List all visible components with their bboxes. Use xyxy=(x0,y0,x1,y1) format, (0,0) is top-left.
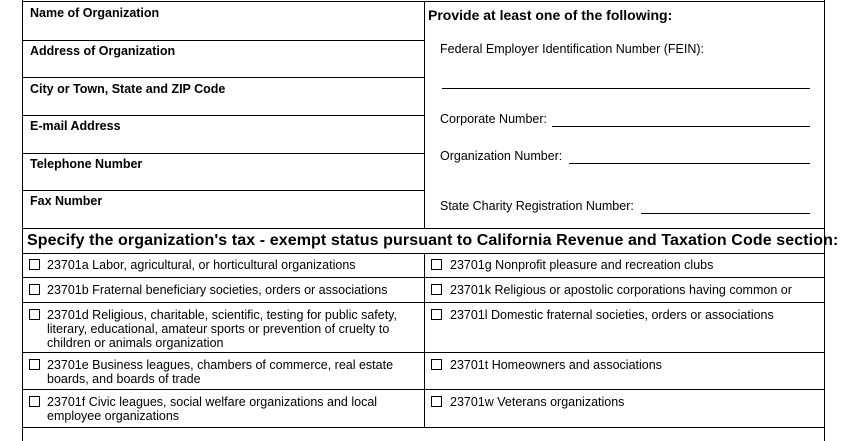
fein-label: Federal Employer Identification Number (FEIN): xyxy=(440,42,704,56)
corporate-number-input[interactable] xyxy=(552,126,810,127)
checkbox-23701w[interactable] xyxy=(431,396,442,407)
option-divider xyxy=(22,352,825,353)
checkbox-23701f[interactable] xyxy=(29,396,40,407)
organization-number-input[interactable] xyxy=(569,163,810,164)
field-divider xyxy=(22,40,424,41)
option-23701k: 23701k Religious or apostolic corporations having common or xyxy=(450,283,792,297)
corporate-number-label: Corporate Number: xyxy=(440,112,547,126)
option-23701a: 23701a Labor, agricultural, or horticultural organizations xyxy=(47,258,356,272)
option-23701e: 23701e Business leagues, chambers of commerce, real estate boards, and boards of trade xyxy=(47,358,394,386)
email-label: E-mail Address xyxy=(30,119,121,133)
option-divider xyxy=(22,302,825,303)
option-23701d: 23701d Religious, charitable, scientific, testing for public safety, literary, educational, amateur sports or prevention of cruelty to children or animals organization xyxy=(47,308,397,350)
tax-status-heading: Specify the organization's tax - exempt status pursuant to California Revenue and Taxation Code section: xyxy=(27,232,839,249)
section-divider xyxy=(22,228,825,229)
fax-label: Fax Number xyxy=(30,194,103,208)
org-address-label: Address of Organization xyxy=(30,44,176,58)
state-charity-input[interactable] xyxy=(641,213,810,214)
option-divider xyxy=(22,389,825,390)
field-divider xyxy=(22,153,424,154)
city-state-zip-label: City or Town, State and ZIP Code xyxy=(30,82,226,96)
checkbox-23701g[interactable] xyxy=(431,259,442,270)
fein-input[interactable] xyxy=(442,88,810,89)
organization-number-label: Organization Number: xyxy=(440,149,563,163)
option-23701w: 23701w Veterans organizations xyxy=(450,395,625,409)
checkbox-23701t[interactable] xyxy=(431,359,442,370)
upper-column-divider xyxy=(424,1,425,228)
checkbox-23701b[interactable] xyxy=(29,284,40,295)
identifiers-heading: Provide at least one of the following: xyxy=(428,7,673,23)
field-divider xyxy=(22,190,424,191)
field-divider xyxy=(22,77,424,78)
option-23701f: 23701f Civic leagues, social welfare organizations and local employee organizations xyxy=(47,395,378,423)
option-23701l: 23701l Domestic fraternal societies, orders or associations xyxy=(450,308,774,322)
field-divider xyxy=(22,115,424,116)
checkbox-23701a[interactable] xyxy=(29,259,40,270)
checkbox-23701k[interactable] xyxy=(431,284,442,295)
option-23701b: 23701b Fraternal beneficiary societies, orders or associations xyxy=(47,283,388,297)
state-charity-label: State Charity Registration Number: xyxy=(440,199,634,213)
option-divider xyxy=(22,277,825,278)
option-23701g: 23701g Nonprofit pleasure and recreation clubs xyxy=(450,258,714,272)
options-column-divider xyxy=(424,253,425,427)
telephone-label: Telephone Number xyxy=(30,157,143,171)
bottom-divider xyxy=(22,427,825,428)
org-name-label: Name of Organization xyxy=(30,6,160,20)
checkbox-23701l[interactable] xyxy=(431,309,442,320)
checkbox-23701d[interactable] xyxy=(29,309,40,320)
option-23701t: 23701t Homeowners and associations xyxy=(450,358,662,372)
checkbox-23701e[interactable] xyxy=(29,359,40,370)
